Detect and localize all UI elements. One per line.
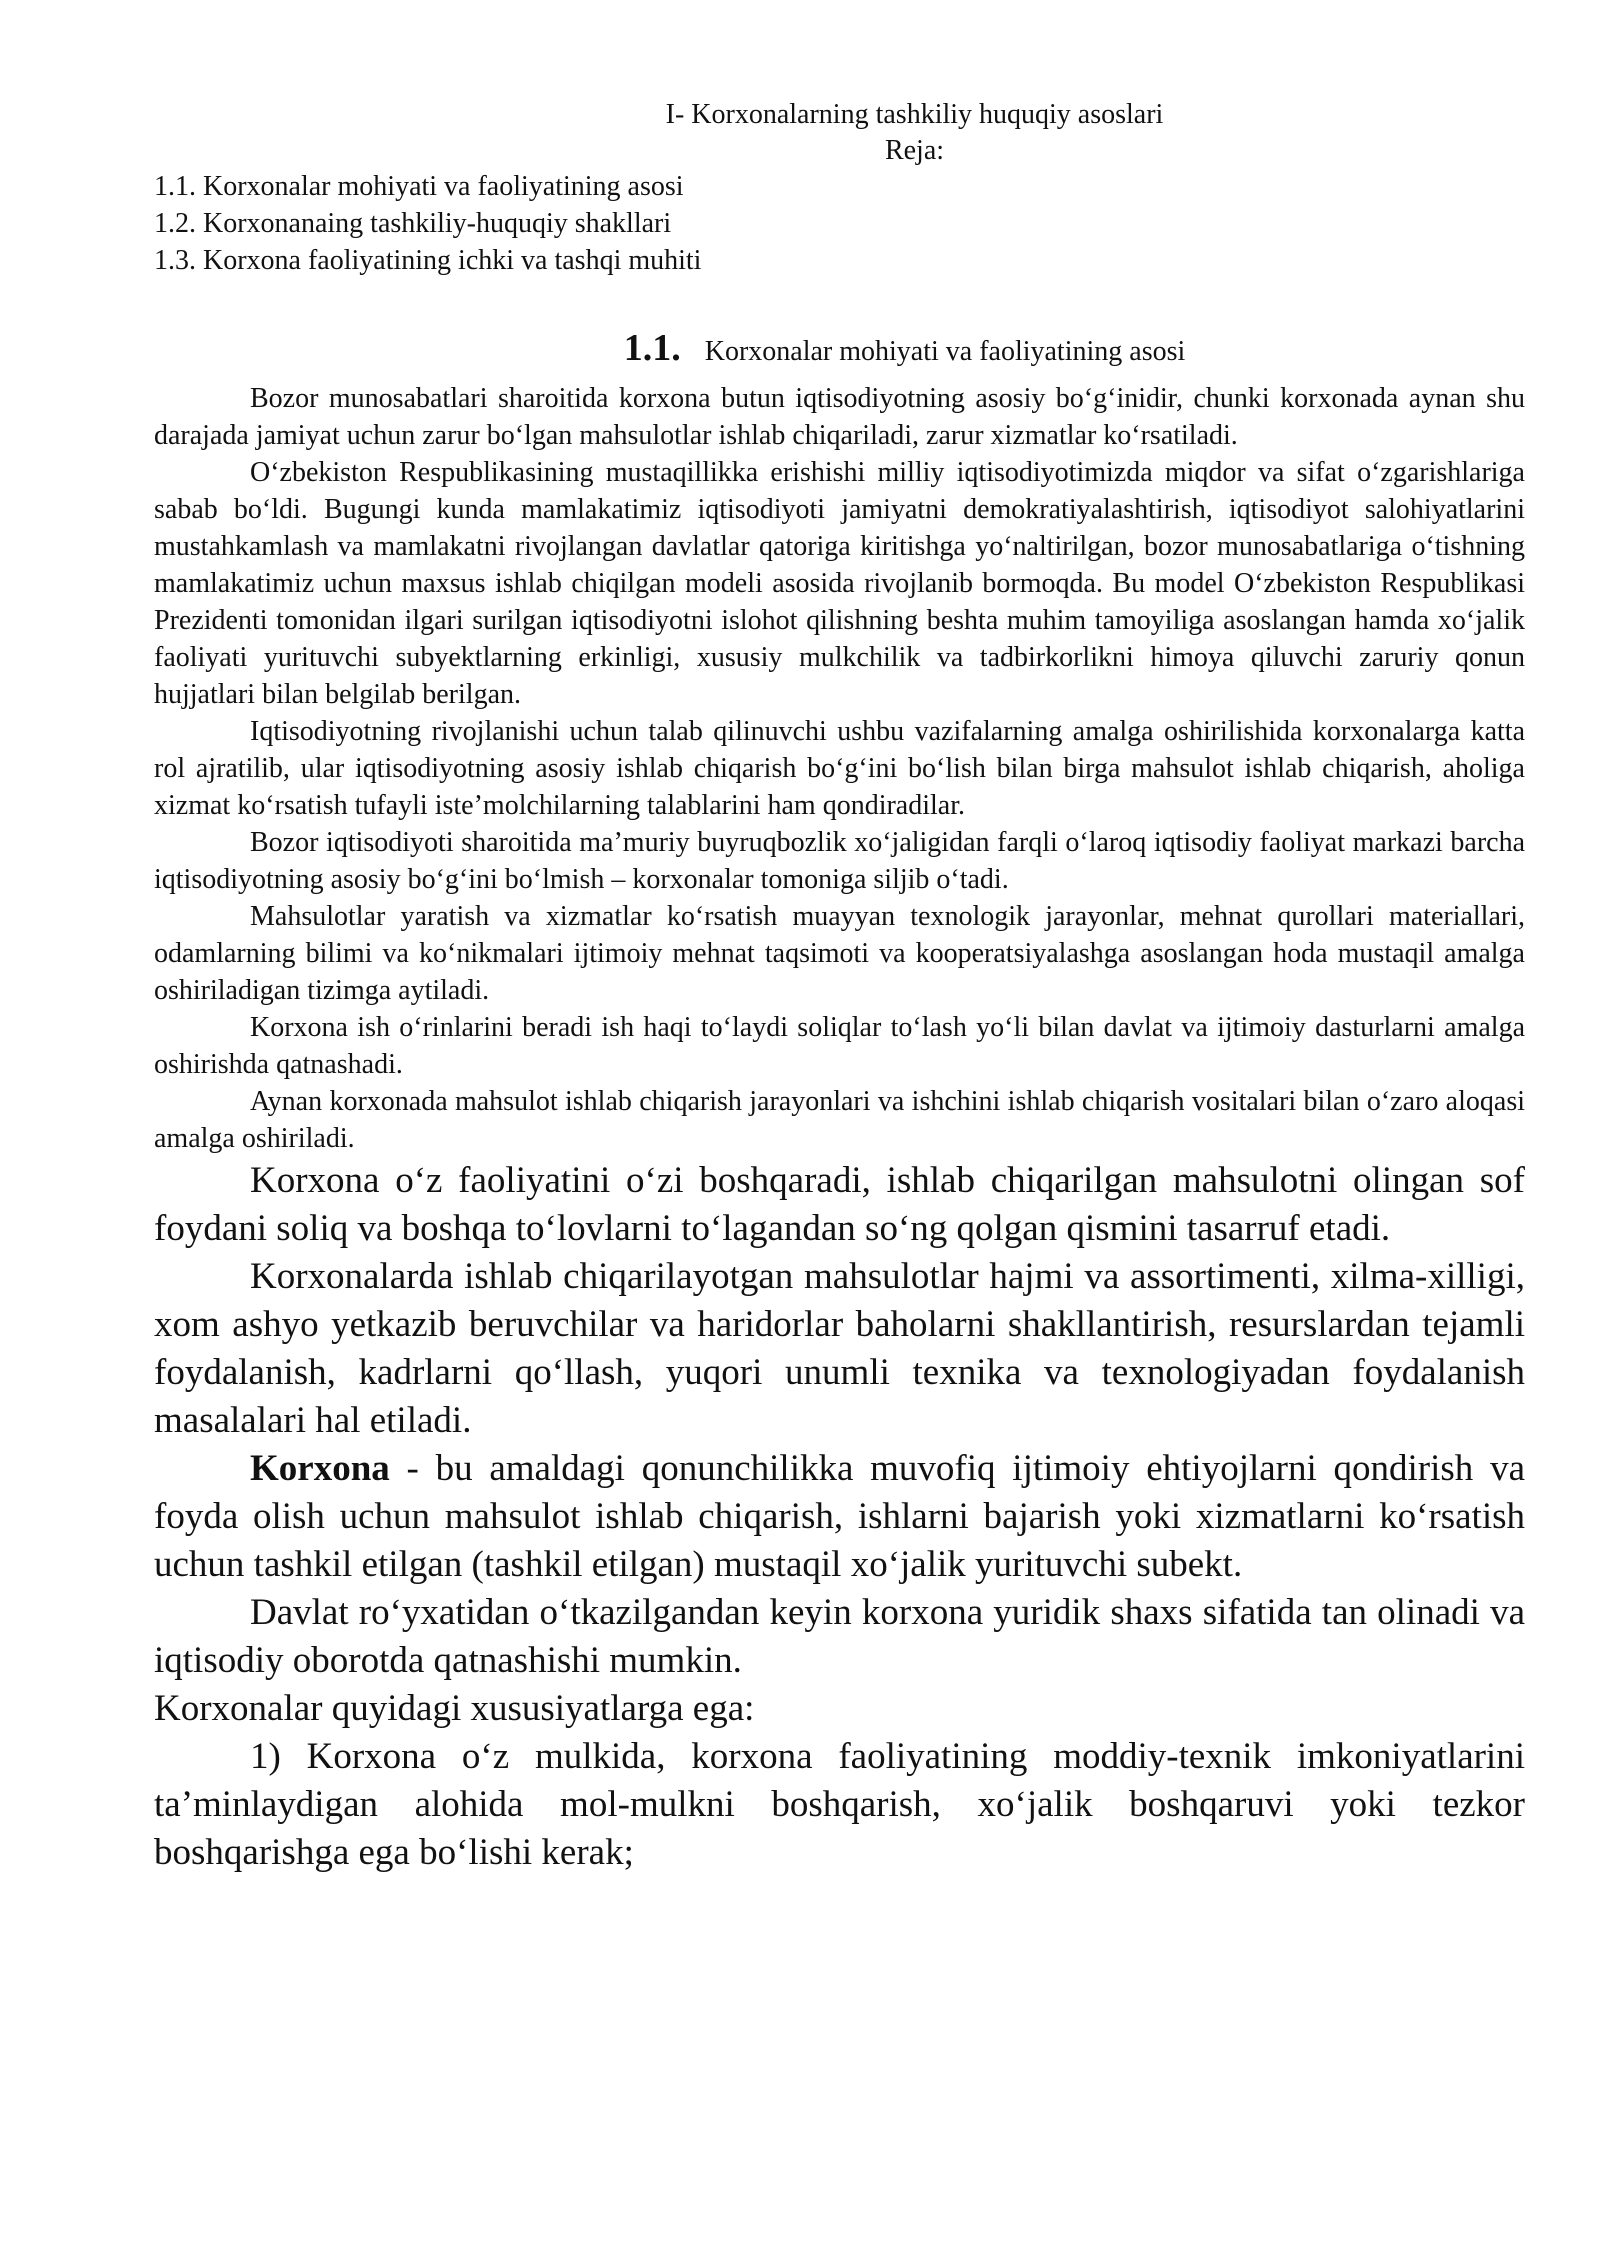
body-paragraph: Iqtisodiyotning rivojlanishi uchun talab qilinuvchi ushbu vazifalarning amalga oshirilishida korxonalarga katta rol ajratilib, ular iqtisodiyotning asosiy ishlab chiqarish bo‘g‘ini bo‘lish bilan birga mahsulot ishlab chiqarish, aholiga xizmat ko‘rsatish tufayli iste’molchilarning talablarini ham qondiradilar. <box>154 716 1525 821</box>
feature-item: 1) Korxona o‘z mulkida, korxona faoliyatining moddiy-texnik imkoniyatlarini ta’minlaydigan alohida mol-mulkni boshqarish, xo‘jalik boshqaruvi yoki tezkor boshqarishga ega bo‘lishi kerak; <box>154 1736 1525 1873</box>
plan-list <box>154 168 1525 279</box>
plan-item: 1.3. Korxona faoliyatining ichki va tashqi muhiti <box>154 245 702 276</box>
section-heading <box>154 326 1525 370</box>
body-paragraph-large: Davlat ro‘yxatidan o‘tkazilgandan keyin korxona yuridik shaxs sifatida tan olinadi va iqtisodiy oborotda qatnashishi mumkin. <box>154 1592 1525 1681</box>
page-content <box>154 96 1525 1877</box>
body-paragraph: Mahsulotlar yaratish va xizmatlar ko‘rsatish muayyan texnologik jarayonlar, mehnat qurollari materiallari, odamlarning bilimi va ko‘nikmalari ijtimoiy mehnat taqsimoti va kooperatsiyalashga asoslangan hoda mustaqil amalga oshiriladigan tizimga aytiladi. <box>154 901 1525 1006</box>
document-title: I- Korxonalarning tashkiliy huquqiy asoslari <box>665 99 1164 130</box>
body-paragraph: Bozor iqtisodiyoti sharoitida ma’muriy buyruqbozlik xo‘jaligidan farqli o‘laroq iqtisodiy faoliyat markazi barcha iqtisodiyotning asosiy bo‘g‘ini bo‘lmish – korxonalar tomoniga siljib o‘tadi. <box>154 827 1525 895</box>
section-title: Korxonalar mohiyati va faoliyatining asosi <box>704 336 1186 367</box>
definition-text: - bu amaldagi qonunchilikka muvofiq ijtimoiy ehtiyojlarni qondirish va foyda olish uchun mahsulot ishlab chiqarish, ishlarni bajarish yoki xizmatlarni ko‘rsatish uchun tashkil etilgan (tashkil etilgan) mustaqil xo‘jalik yurituvchi subekt. <box>154 1448 1525 1585</box>
plan-item: 1.2. Korxonanaing tashkiliy-huquqiy shakllari <box>154 208 672 239</box>
definition-paragraph <box>154 1445 1525 1589</box>
plan-item: 1.1. Korxonalar mohiyati va faoliyatining asosi <box>154 171 684 202</box>
body-paragraph-large: Korxona o‘z faoliyatini o‘zi boshqaradi, ishlab chiqarilgan mahsulotni olingan sof foydani soliq va boshqa to‘lovlarni to‘lagandan so‘ng qolgan qismini tasarruf etadi. <box>154 1160 1525 1249</box>
section-number: 1.1. <box>623 327 681 369</box>
body-paragraph: Bozor munosabatlari sharoitida korxona butun iqtisodiyotning asosiy bo‘g‘inidir, chunki korxonada aynan shu darajada jamiyat uchun zarur bo‘lgan mahsulotlar ishlab chiqariladi, zarur xizmatlar ko‘rsatiladi. <box>154 383 1525 451</box>
body-paragraph: O‘zbekiston Respublikasining mustaqillikka erishishi milliy iqtisodiyotimizda miqdor va sifat o‘zgarishlariga sabab bo‘ldi. Bugungi kunda mamlakatimiz iqtisodiyoti jamiyatni demokratiyalashtirish, iqtisodiyot salohiyatlarini mustahkamlash va mamlakatni rivojlangan davlatlar qatoriga kiritishga yo‘naltirilgan, bozor munosabatlariga o‘tishning mamlakatimiz uchun maxsus ishlab chiqilgan modeli asosida rivojlanib bormoqda. Bu model O‘zbekiston Respublikasi Prezidenti tomonidan ilgari surilgan iqtisodiyotni islohot qilishning beshta muhim tamoyiliga asoslangan hamda xo‘jalik faoliyati yurituvchi subyektlarning erkinligi, xususiy mulkchilik va tadbirkorlikni himoya qiluvchi zaruriy qonun hujjatlari bilan belgilab berilgan. <box>154 457 1525 710</box>
body-paragraph-large: Korxonalarda ishlab chiqarilayotgan mahsulotlar hajmi va assortimenti, xilma-xilligi, xom ashyo yetkazib beruvchilar va haridorlar baholarni shakllantirish, resurslardan tejamli foydalanish, kadrlarni qo‘llash, yuqori unumli texnika va texnologiyadan foydalanish masalalari hal etiladi. <box>154 1256 1525 1441</box>
body-paragraph: Aynan korxonada mahsulot ishlab chiqarish jarayonlari va ishchini ishlab chiqarish vositalari bilan o‘zaro aloqasi amalga oshiriladi. <box>154 1086 1525 1154</box>
body-paragraph: Korxona ish o‘rinlarini beradi ish haqi to‘laydi soliqlar to‘lash yo‘li bilan davlat va ijtimoiy dasturlarni amalga oshirishda qatnashadi. <box>154 1012 1525 1080</box>
plan-label: Reja: <box>884 135 945 166</box>
definition-term: Korxona <box>250 1448 390 1489</box>
features-intro: Korxonalar quyidagi xususiyatlarga ega: <box>154 1688 755 1729</box>
